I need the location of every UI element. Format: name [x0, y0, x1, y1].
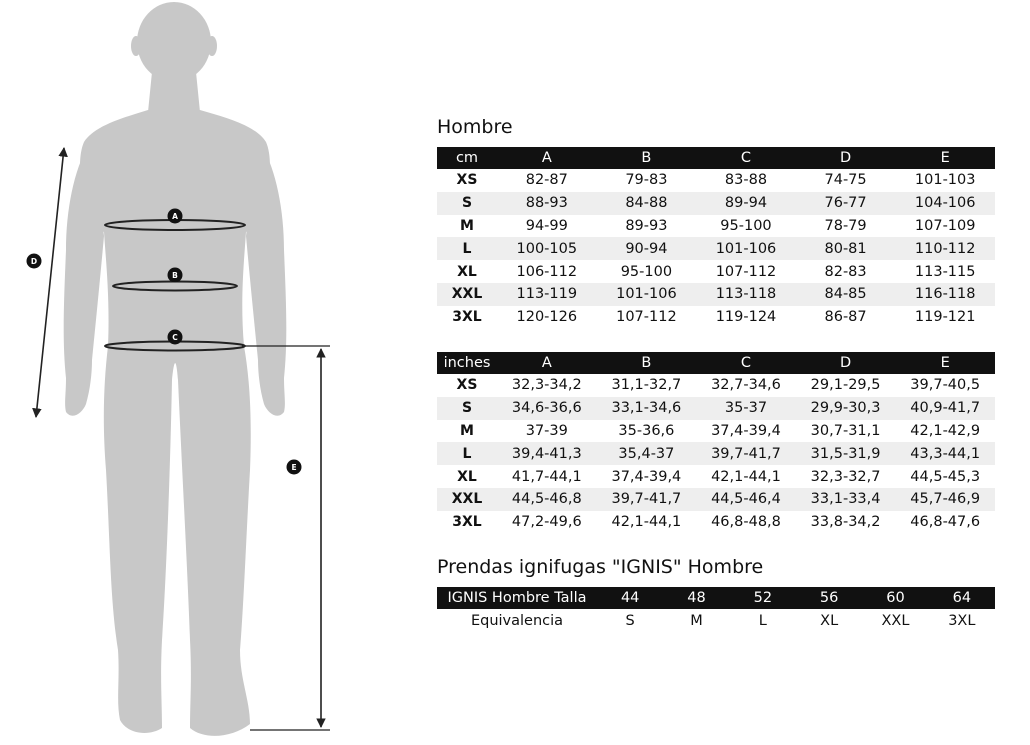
value-cell: 95-100: [620, 263, 673, 280]
value-cell: 46,8-48,8: [711, 514, 781, 531]
value-cell: 39,7-40,5: [910, 377, 981, 394]
measure-arrow-d: [36, 148, 64, 417]
size-table-cm: [437, 147, 995, 329]
value-cell: 79-83: [625, 172, 668, 189]
header-d: D: [796, 147, 896, 169]
ignis-header-label: IGNIS Hombre Talla: [437, 587, 597, 609]
value-cell: 40,9-41,7: [895, 397, 995, 420]
table-row: [437, 511, 995, 534]
value-cell: 84-85: [796, 283, 896, 306]
header-d: D: [796, 352, 896, 374]
value-cell: 89-93: [625, 217, 668, 234]
value-cell: L: [758, 613, 767, 629]
header-c: C: [696, 352, 796, 374]
badge-d: [27, 254, 42, 269]
value-cell: 90-94: [597, 237, 697, 260]
header-b: B: [597, 352, 697, 374]
value-cell: 84-88: [597, 192, 697, 215]
value-cell: 42,1-44,1: [611, 514, 682, 531]
value-cell: 80-81: [796, 237, 896, 260]
value-cell: 107-112: [715, 263, 777, 280]
ignis-header-size: 56: [796, 587, 862, 609]
badge-a: [168, 209, 183, 224]
badge-a-label: A: [172, 212, 178, 221]
value-cell: 44,5-46,4: [696, 488, 796, 511]
value-cell: S: [625, 613, 635, 629]
header-unit: cm: [437, 147, 497, 169]
value-cell: 45,7-46,9: [895, 488, 995, 511]
male-silhouette: [64, 2, 287, 736]
size-table-inches: [437, 352, 995, 534]
value-cell: 37,4-39,4: [611, 468, 682, 485]
header-a: A: [497, 352, 597, 374]
table-row: [437, 237, 995, 260]
value-cell: 101-106: [597, 283, 697, 306]
value-cell: 44,5-45,3: [910, 468, 981, 485]
ignis-header-size: 52: [730, 587, 796, 609]
value-cell: 94-99: [525, 217, 568, 234]
badge-d-label: D: [30, 257, 38, 266]
size-cell: S: [437, 192, 497, 215]
badge-b: [168, 268, 183, 283]
value-cell: 101-106: [696, 237, 796, 260]
value-cell: 100-105: [497, 237, 597, 260]
value-cell: 74-75: [824, 172, 867, 189]
value-cell: 101-103: [914, 172, 976, 189]
value-cell: 42,1-44,1: [711, 468, 781, 485]
value-cell: 39,7-41,7: [597, 488, 697, 511]
value-cell: 82-83: [824, 263, 867, 280]
table-row: [437, 283, 995, 306]
badge-c-label: C: [172, 333, 178, 342]
table-row: [437, 192, 995, 215]
badge-e-label: E: [291, 463, 297, 472]
value-cell: 106-112: [516, 263, 578, 280]
table-row: [437, 260, 995, 283]
value-cell: 43,3-44,1: [895, 442, 995, 465]
value-cell: 29,9-30,3: [796, 397, 896, 420]
value-cell: XL: [820, 613, 839, 629]
table-row: [437, 420, 995, 443]
size-cell: XXL: [437, 283, 497, 306]
body-measurement-figure: [0, 0, 420, 745]
table-row: [437, 488, 995, 511]
size-table-inches-header: [437, 352, 995, 374]
value-cell: 32,3-34,2: [511, 377, 582, 394]
value-cell: 41,7-44,1: [511, 468, 582, 485]
value-cell: 39,7-41,7: [696, 442, 796, 465]
value-cell: 47,2-49,6: [511, 514, 582, 531]
value-cell: M: [690, 613, 703, 629]
badge-c: [168, 330, 183, 345]
value-cell: 104-106: [895, 192, 995, 215]
table-row: [437, 306, 995, 329]
size-cell: M: [460, 217, 474, 234]
size-cell: 3XL: [452, 514, 482, 531]
value-cell: 3XL: [948, 613, 976, 629]
header-e: E: [895, 352, 995, 374]
value-cell: 113-115: [914, 263, 976, 280]
ignis-title: Prendas ignifugas "IGNIS" Hombre: [437, 556, 764, 578]
value-cell: 82-87: [525, 172, 568, 189]
size-cell: XS: [456, 172, 478, 189]
table-row: [437, 442, 995, 465]
header-unit: inches: [437, 352, 497, 374]
value-cell: 78-79: [824, 217, 867, 234]
ignis-size-table: [437, 587, 995, 633]
badge-e: [287, 460, 302, 475]
equivalencia-label: Equivalencia: [470, 613, 564, 629]
value-cell: 37-39: [525, 422, 568, 439]
value-cell: 44,5-46,8: [497, 488, 597, 511]
value-cell: 120-126: [516, 309, 578, 326]
value-cell: XXL: [881, 613, 910, 629]
value-cell: 86-87: [824, 309, 867, 326]
value-cell: 110-112: [895, 237, 995, 260]
value-cell: 113-119: [497, 283, 597, 306]
ignis-header-size: 48: [663, 587, 729, 609]
badge-b-label: B: [172, 271, 178, 280]
value-cell: 33,8-34,2: [810, 514, 881, 531]
value-cell: 37,4-39,4: [711, 422, 781, 439]
value-cell: 34,6-36,6: [497, 397, 597, 420]
hombre-title: Hombre: [437, 116, 513, 138]
value-cell: 119-124: [715, 309, 777, 326]
value-cell: 83-88: [724, 172, 768, 189]
ignis-header-size: 64: [929, 587, 995, 609]
value-cell: 116-118: [895, 283, 995, 306]
measure-arrow-e: [242, 346, 330, 730]
value-cell: 30,7-31,1: [810, 422, 881, 439]
header-c: C: [696, 147, 796, 169]
value-cell: 107-109: [914, 217, 976, 234]
size-cell: XL: [457, 263, 477, 280]
table-row: [437, 374, 995, 397]
ignis-header-size: 44: [597, 587, 663, 609]
value-cell: 42,1-42,9: [910, 422, 981, 439]
value-cell: 95-100: [720, 217, 772, 234]
value-cell: 35-36,6: [618, 422, 675, 439]
value-cell: 39,4-41,3: [497, 442, 597, 465]
header-a: A: [497, 147, 597, 169]
ignis-table-header: [437, 587, 995, 609]
table-row: [437, 215, 995, 238]
value-cell: 35,4-37: [597, 442, 697, 465]
value-cell: 31,5-31,9: [796, 442, 896, 465]
size-cell: XL: [457, 468, 477, 485]
table-row: [437, 169, 995, 192]
size-cell: L: [437, 442, 497, 465]
value-cell: 33,1-33,4: [796, 488, 896, 511]
size-cell: XXL: [437, 488, 497, 511]
value-cell: 29,1-29,5: [810, 377, 881, 394]
size-cell: M: [460, 422, 474, 439]
value-cell: 88-93: [497, 192, 597, 215]
size-cell: XS: [456, 377, 478, 394]
value-cell: 46,8-47,6: [910, 514, 981, 531]
size-cell: S: [437, 397, 497, 420]
value-cell: 32,3-32,7: [810, 468, 881, 485]
value-cell: 113-118: [696, 283, 796, 306]
size-cell: L: [437, 237, 497, 260]
value-cell: 31,1-32,7: [611, 377, 682, 394]
value-cell: 119-121: [914, 309, 976, 326]
value-cell: 76-77: [796, 192, 896, 215]
size-table-cm-header: [437, 147, 995, 169]
value-cell: 107-112: [616, 309, 677, 326]
value-cell: 89-94: [696, 192, 796, 215]
table-row: [437, 465, 995, 488]
value-cell: 33,1-34,6: [597, 397, 697, 420]
table-row: [437, 609, 995, 633]
header-e: E: [895, 147, 995, 169]
table-row: [437, 397, 995, 420]
ignis-header-size: 60: [862, 587, 928, 609]
value-cell: 32,7-34,6: [711, 377, 781, 394]
header-b: B: [597, 147, 697, 169]
size-cell: 3XL: [452, 309, 482, 326]
value-cell: 35-37: [696, 397, 796, 420]
